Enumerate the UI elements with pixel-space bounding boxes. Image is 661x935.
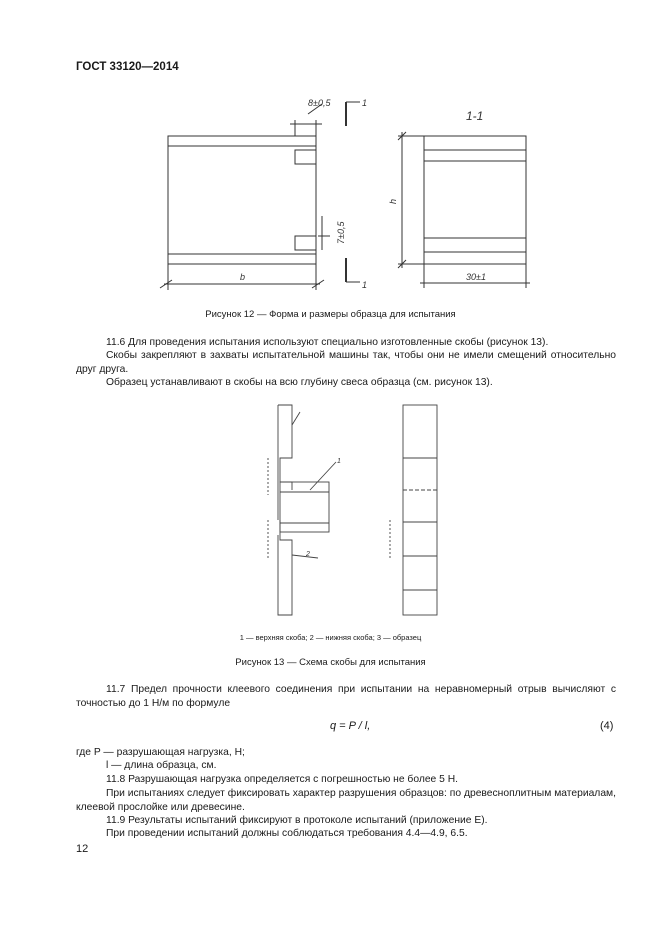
document-header: ГОСТ 33120—2014 (76, 61, 179, 73)
section-mark-bottom: 1 (362, 280, 368, 290)
figure-13-legend: 1 — верхняя скоба; 2 — нижняя скоба; 3 — образец (239, 633, 422, 642)
side-view (403, 405, 437, 615)
dim-h: h (388, 198, 398, 204)
dim-b: b (240, 272, 246, 282)
paragraph-11-6-b: Скобы закрепляют в захваты испытательной машины так, чтобы они не имели смещений относительно друг друга. (76, 350, 616, 375)
paragraph-11-8: 11.8 Разрушающая нагрузка определяется с погрешностью не более 5 Н. (106, 774, 459, 785)
paragraph-11-9: 11.9 Результаты испытаний фиксируют в протоколе испытаний (приложение Е). (106, 815, 488, 826)
page-number: 12 (76, 843, 89, 855)
dim-mid: 7±0,5 (336, 221, 346, 244)
where-l: l — длина образца, см. (106, 760, 217, 771)
section-title: 1-1 (466, 109, 484, 123)
equation-number: (4) (600, 720, 614, 732)
label-1: 1 (337, 458, 341, 465)
paragraph-11-7: 11.7 Предел прочности клеевого соединения при испытании на неравномерный отрыв вычисляют с точностью до 1 Н/м по формуле (76, 684, 616, 709)
dim-width: 30±1 (466, 272, 486, 282)
figure-13-caption: Рисунок 13 — Схема скобы для испытания (235, 657, 426, 668)
paragraph-11-6-a: 11.6 Для проведения испытания используют специально изготовленные скобы (рисунок 13). (106, 337, 549, 348)
paragraph-11-9-b: При проведении испытаний должны соблюдаться требования 4.4—4.9, 6.5. (106, 828, 468, 839)
paragraph-11-6-c: Образец устанавливают в скобы на всю глубину свеса образца (см. рисунок 13). (106, 377, 493, 388)
section-mark-top: 1 (362, 98, 368, 108)
dim-top: 8±0,5 (308, 98, 331, 108)
formula: q = P / l, (330, 720, 371, 732)
label-2: 2 (306, 551, 310, 558)
specimen (280, 482, 329, 532)
figure-12-caption: Рисунок 12 — Форма и размеры образца для испытания (205, 309, 456, 320)
where-p: где P — разрушающая нагрузка, Н; (76, 747, 245, 758)
paragraph-11-8-b: При испытаниях следует фиксировать характер разрушения образцов: по древесноплитным материалам, клеевой прослойке или древесине. (76, 788, 616, 813)
lower-clamp (278, 520, 292, 615)
upper-clamp (278, 405, 292, 490)
